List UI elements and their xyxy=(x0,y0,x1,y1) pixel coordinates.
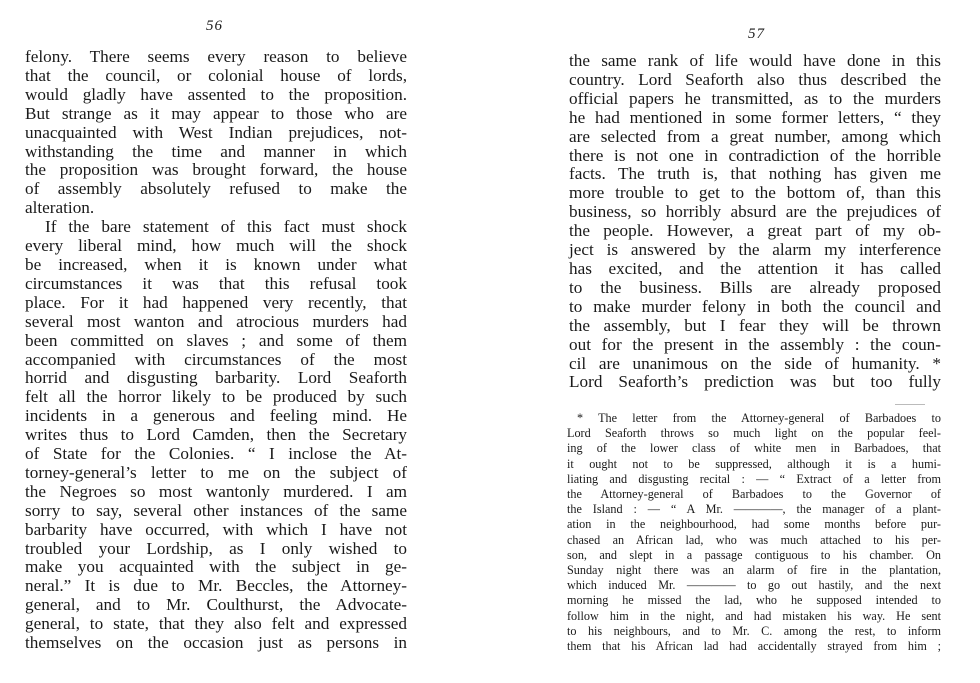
text-line: Lord Seaforth’s prediction was but too fully xyxy=(569,372,941,392)
footnote-line: Sunday night there was an alarm of fire in the plantation, xyxy=(567,563,941,578)
text-line: every liberal mind, how much will the shock xyxy=(25,236,407,256)
text-line: business, so horribly absurd are the prejudices of xyxy=(569,202,941,222)
text-line: themselves on the occasion just as persons in xyxy=(25,633,407,653)
footnote-line: Lord Seaforth throws so much light on the popular feel- xyxy=(567,426,941,441)
text-line: accompanied with circumstances of the most xyxy=(25,349,407,369)
text-line: of assembly absolutely refused to make the xyxy=(25,179,407,199)
text-line: the Negroes so most wantonly murdered. I am xyxy=(25,481,407,501)
text-line: sorry to say, several other instances of the same xyxy=(25,500,407,520)
text-line: barbarity have occurred, with which I have not xyxy=(25,519,407,539)
text-line: country. Lord Seaforth also thus described the xyxy=(569,69,941,89)
footnote-line: liating and disgusting recital : — “ Extract of a letter from xyxy=(567,471,941,486)
footnote-line: the Attorney-general of Barbadoes to the Governor of xyxy=(567,487,941,502)
footnote-line: ation in the neighbourhood, had some months before pur- xyxy=(567,517,941,532)
text-line: general, to state, that they also felt and expressed xyxy=(25,614,407,634)
text-line: to make murder felony in both the council and xyxy=(569,296,941,316)
footnote-line: ing of the lower class of white men in Barbadoes, that xyxy=(567,441,941,456)
text-line: the proposition was brought forward, the house xyxy=(25,160,407,180)
footnote-line: to his neighbours, and to Mr. C. among the rest, to inform xyxy=(567,623,941,638)
text-line: horrid and disgusting barbarity. Lord Seaforth xyxy=(25,368,407,388)
footnote-divider xyxy=(895,404,925,405)
text-line: the same rank of life would have done in this xyxy=(569,51,941,70)
text-line: would gladly have assented to the proposition. xyxy=(25,84,407,104)
footnote-line: it ought not to be suppressed, although it is a humi- xyxy=(567,456,941,471)
text-line: the people. However, a great part of my ob- xyxy=(569,221,941,241)
footnote-line: morning he missed the lad, who he supposed intended to xyxy=(567,593,941,608)
text-line: torney-general’s letter to me on the subject of xyxy=(25,462,407,482)
text-line: has excited, and the attention it has called xyxy=(569,258,941,278)
text-line: more trouble to get to the bottom of, than this xyxy=(569,183,941,203)
text-line: are selected from a great number, among which xyxy=(569,126,941,146)
footnote-line: the Island : — “ A Mr. ————, the manager of a plant- xyxy=(567,502,941,517)
paragraph-start-line: If the bare statement of this fact must shock xyxy=(45,217,407,237)
footnote-line: chased an African lad, who was much attached to his per- xyxy=(567,532,941,547)
footnote-line: * The letter from the Attorney-general of Barbadoes to xyxy=(577,411,941,425)
text-line: out for the present in the assembly : the coun- xyxy=(569,334,941,354)
text-line: felony. There seems every reason to believe xyxy=(25,47,407,66)
footnote-line: follow him in the night, and had mistaken his way. He sent xyxy=(567,608,941,623)
text-line: be increased, when it is known under what xyxy=(25,254,407,274)
text-line: the assembly, but I fear they will be thrown xyxy=(569,315,941,335)
left-page-text xyxy=(25,48,407,653)
text-line: alteration. xyxy=(25,198,95,218)
text-line: ject is answered by the alarm my interference xyxy=(569,240,941,260)
text-line: incidents in a generous and feeling mind. He xyxy=(25,406,407,426)
text-line: But strange as it may appear to those who are xyxy=(25,103,407,123)
text-line: withstanding the time and manner in which xyxy=(25,141,407,161)
text-line: circumstances it was that this refusal took xyxy=(25,273,407,293)
text-line: to the business. Bills are already proposed xyxy=(569,277,941,297)
text-line: troubled your Lordship, as I only wished to xyxy=(25,538,407,558)
text-line: official papers he transmitted, as to the murders xyxy=(569,88,941,108)
text-line: felt all the horror likely to be produced by such xyxy=(25,387,407,407)
footnote-line: son, and slept in a passage contiguous to his chamber. On xyxy=(567,547,941,562)
text-line: unacquainted with West Indian prejudices, not- xyxy=(25,122,407,142)
text-line: several most wanton and atrocious murders had xyxy=(25,311,407,331)
text-line: general, and to Mr. Coulthurst, the Advocate- xyxy=(25,595,407,615)
text-line: cil are unanimous on the side of humanity. * xyxy=(569,353,941,373)
right-page xyxy=(490,0,980,683)
page-number-left: 56 xyxy=(206,18,223,34)
text-line: he had mentioned in some former letters, “ they xyxy=(569,107,941,127)
text-line: that the council, or colonial house of lords, xyxy=(25,65,407,85)
right-page-text xyxy=(569,52,941,392)
text-line: place. For it had happened very recently, that xyxy=(25,292,407,312)
footnote-line: them that his African lad had accidentally strayed from him ; xyxy=(567,639,941,654)
text-line: neral.” It is due to Mr. Beccles, the Attorney- xyxy=(25,576,407,596)
text-line: there is not one in contradiction of the horrible xyxy=(569,145,941,165)
text-line: writes thus to Lord Camden, then the Secretary xyxy=(25,425,407,445)
page-number-right: 57 xyxy=(748,26,765,42)
text-line: been committed on slaves ; and some of them xyxy=(25,330,407,350)
text-line: make you acquainted with the subject in ge- xyxy=(25,557,407,577)
footnote xyxy=(567,411,941,654)
text-line: facts. The truth is, that nothing has given me xyxy=(569,164,941,184)
text-line: of State for the Colonies. “ I inclose the At- xyxy=(25,444,407,464)
footnote-line: which induced Mr. ———— to go out hastily, and the next xyxy=(567,578,941,593)
